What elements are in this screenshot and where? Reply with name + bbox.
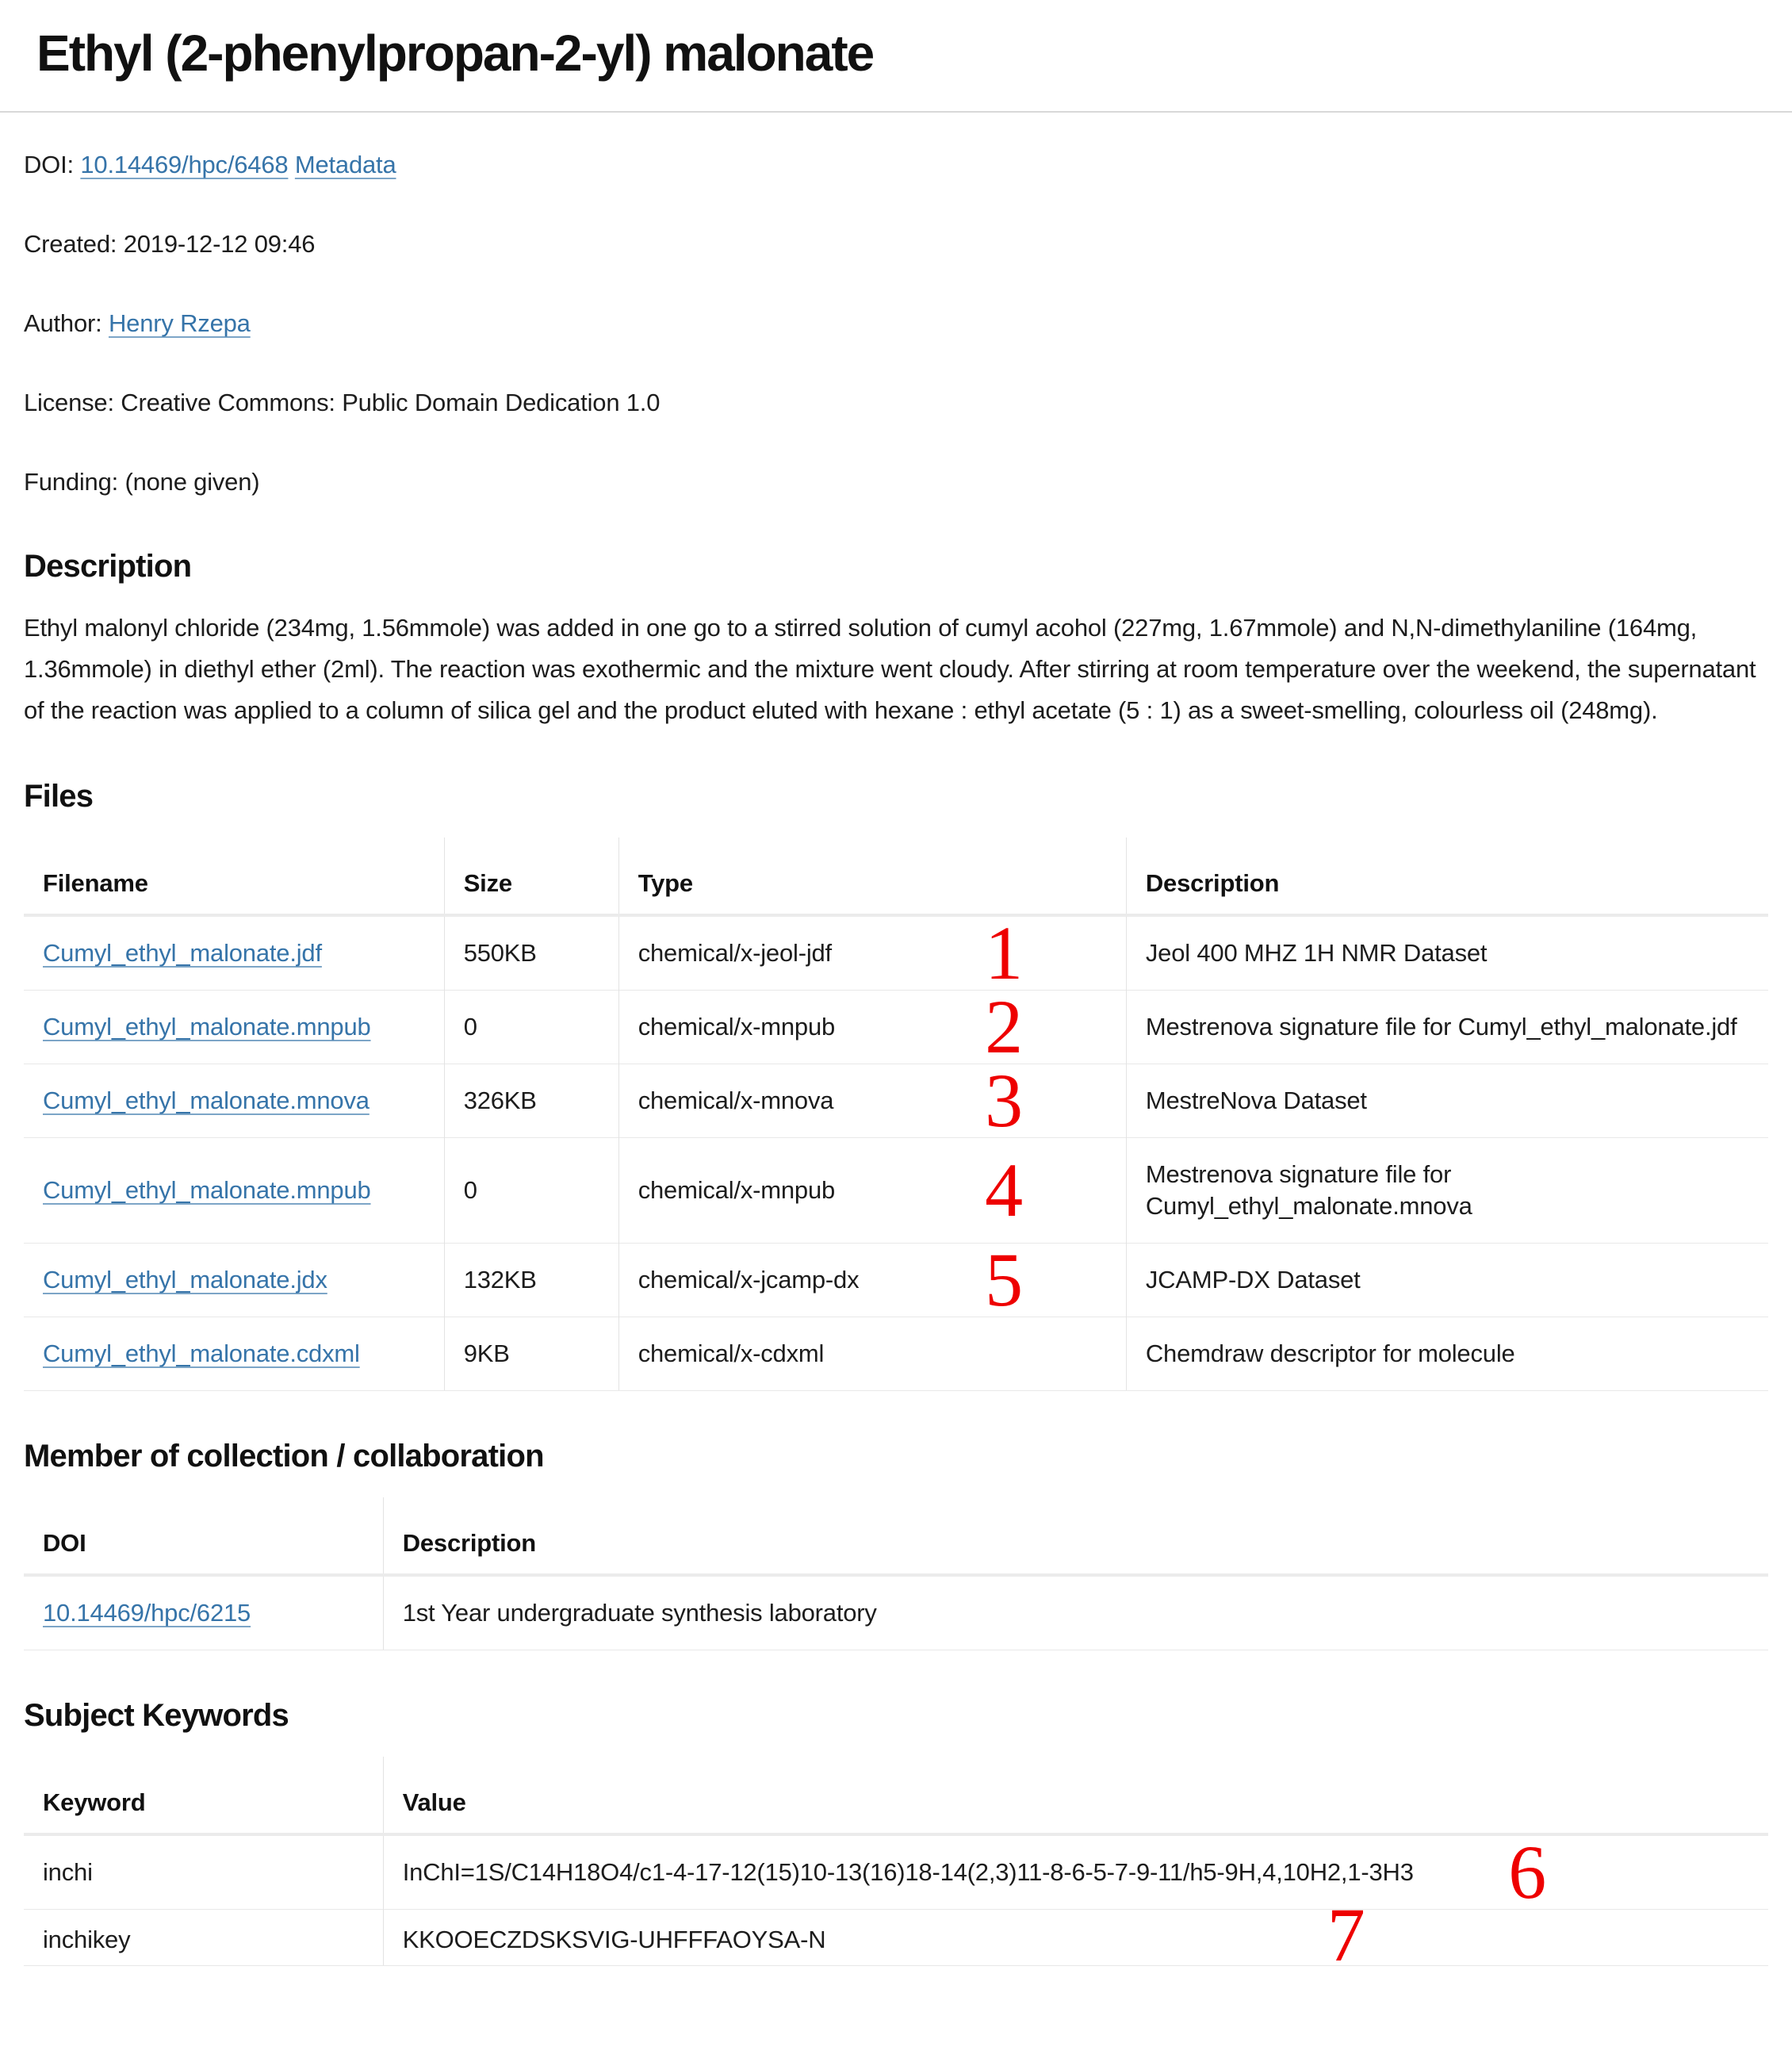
table-row — [24, 1064, 1768, 1138]
file-size: 9KB — [444, 1317, 618, 1391]
files-heading: Files — [24, 779, 94, 814]
table-row — [24, 1317, 1768, 1391]
file-size: 550KB — [444, 915, 618, 991]
file-link[interactable]: Cumyl_ethyl_malonate.mnpub — [43, 1176, 371, 1204]
funding-line: Funding: (none given) — [24, 468, 260, 496]
annotation-6: 6 — [1508, 1830, 1546, 1914]
file-size: 132KB — [444, 1244, 618, 1317]
file-name-cell — [24, 1244, 444, 1317]
keyword-name: inchi — [43, 1858, 93, 1886]
doi-label: DOI: — [24, 151, 74, 178]
metadata-link[interactable]: Metadata — [294, 151, 396, 178]
page-title: Ethyl (2-phenylpropan-2-yl) malonate — [36, 25, 874, 82]
file-link[interactable]: Cumyl_ethyl_malonate.cdxml — [43, 1340, 360, 1367]
file-name-cell — [24, 1138, 444, 1244]
collection-description: 1st Year undergraduate synthesis laboratory — [383, 1575, 1768, 1650]
collection-header-row — [24, 1497, 1768, 1575]
file-type: chemical/x-cdxml — [618, 1317, 1126, 1391]
table-row — [24, 991, 1768, 1064]
author-label: Author: — [24, 309, 102, 337]
annotation-3: 3 — [985, 1058, 1023, 1143]
table-row — [24, 1138, 1768, 1244]
file-description: Mestrenova signature file for Cumyl_ethyl_malonate.mnova — [1126, 1138, 1768, 1244]
files-col-description: Description — [1126, 837, 1768, 915]
keyword-value: KKOOECZDSKSVIG-UHFFFAOYSA-N 7 — [383, 1910, 1768, 1966]
files-table — [24, 837, 1768, 1391]
author-link[interactable]: Henry Rzepa — [108, 309, 251, 337]
file-size: 326KB — [444, 1064, 618, 1138]
files-col-size: Size — [444, 837, 618, 915]
table-row — [24, 1834, 1768, 1910]
annotation-5: 5 — [985, 1237, 1023, 1322]
keywords-header-row — [24, 1757, 1768, 1834]
file-type: chemical/x-jeol-jdf 1 — [618, 915, 1126, 991]
collection-doi-link[interactable]: 10.14469/hpc/6215 — [43, 1599, 251, 1627]
file-name-cell — [24, 1064, 444, 1138]
annotation-7: 7 — [1327, 1892, 1365, 1977]
file-description: Jeol 400 MHZ 1H NMR Dataset — [1126, 915, 1768, 991]
keyword-name: inchikey — [24, 1910, 383, 1966]
annotation-2: 2 — [985, 984, 1023, 1069]
license-line: License: Creative Commons: Public Domain Dedication 1.0 — [24, 389, 661, 416]
file-link[interactable]: Cumyl_ethyl_malonate.jdf — [43, 939, 322, 967]
file-name-cell — [24, 991, 444, 1064]
keywords-heading: Subject Keywords — [24, 1698, 289, 1733]
collection-col-doi: DOI — [24, 1497, 383, 1575]
files-col-type: Type — [618, 837, 1126, 915]
file-size: 0 — [444, 1138, 618, 1244]
keywords-table — [24, 1757, 1768, 1977]
author-line — [24, 308, 1768, 339]
doi-link[interactable]: 10.14469/hpc/6468 — [80, 151, 289, 178]
collection-doi-cell — [24, 1575, 383, 1650]
keyword-value: InChI=1S/C14H18O4/c1-4-17-12(15)10-13(16)18-14(2,3)11-8-6-5-7-9-11/h5-9H,4,10H2,1-3H3 6 — [383, 1834, 1768, 1910]
description-text: Ethyl malonyl chloride (234mg, 1.56mmole) was added in one go to a stirred solution of cumyl acohol (227mg, 1.67mmole) and N,N-dimethylaniline (164mg, 1.36mmole) in diethyl ether (2ml). The reaction was exothermic and the mixture went cloudy. After stirring at room temperature over the weekend, the supernatant of the reaction was applied to a column of silica gel and the product eluted with hexane : ethyl acetate (5 : 1) as a sweet-smelling, colourless oil (248mg). — [24, 614, 1756, 724]
files-header-row — [24, 837, 1768, 915]
file-type: chemical/x-mnpub 2 — [618, 991, 1126, 1064]
file-description: Chemdraw descriptor for molecule — [1126, 1317, 1768, 1391]
file-link[interactable]: Cumyl_ethyl_malonate.jdx — [43, 1266, 327, 1294]
file-size: 0 — [444, 991, 618, 1064]
file-link[interactable]: Cumyl_ethyl_malonate.mnpub — [43, 1013, 371, 1041]
table-row — [24, 1910, 1768, 1966]
collection-col-description: Description — [383, 1497, 1768, 1575]
doi-line — [24, 149, 1768, 181]
files-col-filename: Filename — [24, 837, 444, 915]
collection-heading: Member of collection / collaboration — [24, 1439, 544, 1474]
table-row — [24, 1244, 1768, 1317]
table-row — [24, 1575, 1768, 1650]
file-link[interactable]: Cumyl_ethyl_malonate.mnova — [43, 1087, 370, 1114]
file-description: Mestrenova signature file for Cumyl_ethyl_malonate.jdf — [1126, 991, 1768, 1064]
keywords-col-value: Value — [383, 1757, 1768, 1834]
annotation-1: 1 — [985, 910, 1023, 995]
file-type: chemical/x-mnova 3 — [618, 1064, 1126, 1138]
file-description: JCAMP-DX Dataset — [1126, 1244, 1768, 1317]
file-type: chemical/x-jcamp-dx 5 — [618, 1244, 1126, 1317]
title-divider — [0, 111, 1792, 113]
annotation-4: 4 — [985, 1148, 1023, 1232]
keywords-col-keyword: Keyword — [24, 1757, 383, 1834]
description-heading: Description — [24, 549, 192, 584]
table-row — [24, 915, 1768, 991]
file-description: MestreNova Dataset — [1126, 1064, 1768, 1138]
file-name-cell — [24, 1317, 444, 1391]
file-type: chemical/x-mnpub 4 — [618, 1138, 1126, 1244]
file-name-cell — [24, 915, 444, 991]
created-line: Created: 2019-12-12 09:46 — [24, 230, 316, 258]
collection-table — [24, 1497, 1768, 1650]
